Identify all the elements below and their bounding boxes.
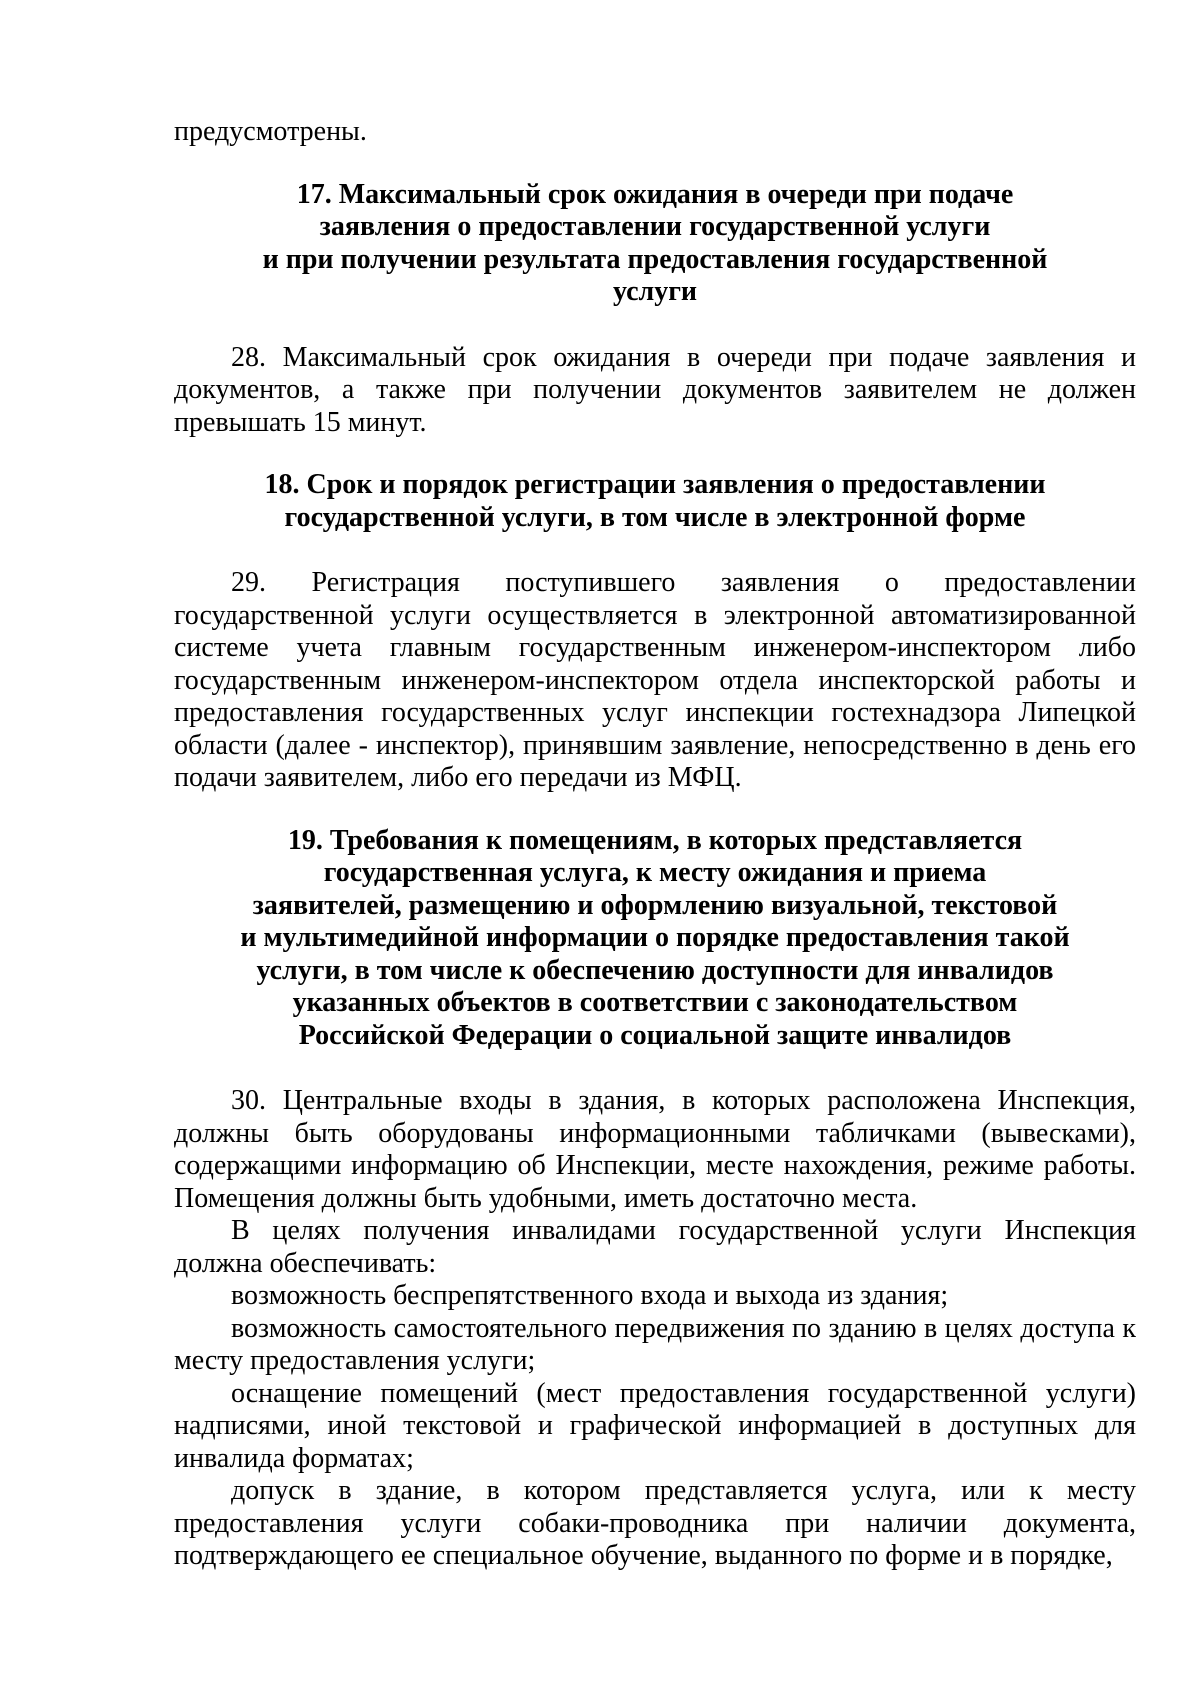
heading-line: государственной услуги, в том числе в электронной форме [284, 501, 1026, 533]
heading-line: Российской Федерации о социальной защите инвалидов [298, 1019, 1012, 1051]
opening-text: предусмотрены. [174, 116, 367, 147]
heading-line: услуги [612, 276, 698, 307]
spacer [174, 534, 1136, 567]
heading-line: 18. Срок и порядок регистрации заявления о предоставлении [264, 469, 1046, 500]
heading-line: услуги, в том числе к обеспечению доступности для инвалидов [256, 954, 1054, 986]
spacer [174, 309, 1136, 342]
spacer [174, 439, 1136, 469]
heading-line: указанных объектов в соответствии с законодательством [292, 987, 1018, 1018]
heading-line: государственная услуга, к месту ожидания и приема [323, 857, 987, 888]
list-item-guide-dog: допуск в здание, в котором представляется услуга, или к месту предоставления услуги собаки-проводника при наличии документа, подтверждающего ее специальное обучение, выданного по форме и в порядке, [174, 1475, 1136, 1571]
paragraph-disabled-access-intro: В целях получения инвалидами государственной услуги Инспекция должна обеспечивать: [174, 1215, 1136, 1279]
document-body [174, 116, 1136, 1573]
list-item-movement: возможность самостоятельного передвижения по зданию в целях доступа к месту предоставления услуги; [174, 1312, 1136, 1376]
heading-line: 17. Максимальный срок ожидания в очереди при подаче [296, 178, 1014, 210]
spacer [174, 1052, 1136, 1085]
list-item-entrance-exit: возможность беспрепятственного входа и выхода из здания; [231, 1280, 949, 1311]
heading-line: заявления о предоставлении государственной услуги [319, 211, 991, 242]
heading-line: заявителей, размещению и оформлению визуальной, текстовой [252, 889, 1058, 921]
section-18-heading [174, 469, 1136, 534]
heading-line: и при получении результата предоставления государственной [262, 243, 1048, 275]
heading-line: 19. Требования к помещениям, в которых представляется [287, 824, 1023, 856]
spacer [174, 149, 1136, 179]
paragraph-29: 29. Регистрация поступившего заявления о предоставлении государственной услуги осуществляется в электронной автоматизированной системе учета главным государственным инженером-инспектором либо государственным инженером-инспектором отдела инспекторской работы и предоставления государственных услуг инспекции гостехнадзора Липецкой области (далее - инспектор), принявшим заявление, непосредственно в день его подачи заявителем, либо его передачи из МФЦ. [174, 567, 1136, 793]
list-item-signage: оснащение помещений (мест предоставления государственной услуги) надписями, иной текстовой и графической информацией в доступных для инвалида форматах; [174, 1377, 1136, 1474]
spacer [174, 795, 1136, 825]
paragraph-28: 28. Максимальный срок ожидания в очереди при подаче заявления и документов, а также при получении документов заявителем не должен превышать 15 минут. [174, 341, 1136, 438]
section-17-heading [174, 179, 1136, 309]
heading-line: и мультимедийной информации о порядке предоставления такой [240, 922, 1070, 953]
paragraph-30: 30. Центральные входы в здания, в которых расположена Инспекция, должны быть оборудованы информационными табличками (вывесками), содержащими информацию об Инспекции, месте нахождения, режиме работы. Помещения должны быть удобными, иметь достаточно места. [174, 1085, 1136, 1214]
section-19-heading [174, 825, 1136, 1053]
